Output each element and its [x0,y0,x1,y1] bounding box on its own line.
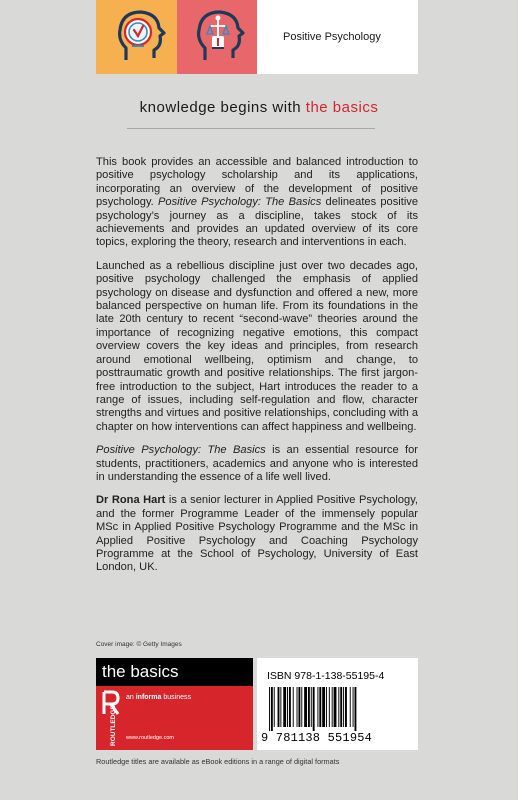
author-bio [96,494,418,574]
barcode-bar [317,687,318,727]
head-clock-icon [96,0,177,74]
barcode-bar [287,687,288,727]
barcode-bar [338,687,339,727]
author-bio-text: is a senior lecturer in Applied Positive Psychology, and the former Programme Leader of the immensely popular MSc in Applied Positive Psychology Programme and the MSc in Applied Positive Psychology and Coaching Psychology Programme at the School of Psychology, University of East London, UK. [96,494,418,574]
barcode [267,687,413,731]
barcode-bar [322,687,325,727]
barcode-bar [311,687,312,727]
barcode-bar [329,687,330,727]
barcode-bar [353,687,354,727]
isbn-label: ISBN 978-1-138-55195-4 [267,670,385,682]
routledge-logo-icon [100,690,122,746]
imprint-prefix: an [126,694,136,701]
barcode-bar [269,687,270,731]
barcode-bar [280,687,281,727]
barcode-bar [340,687,342,727]
barcode-bar [345,687,347,727]
barcode-bar [304,687,307,727]
routledge-wordmark: ROUTLEDGE [110,705,117,746]
barcode-bar [271,687,273,731]
blurb-paragraph-3 [96,444,418,484]
series-label: Positive Psychology [283,31,381,43]
divider [127,128,375,129]
blurb-text: is an essential resource for students, practitioners, academics and anyone who is interested in understanding the essence of a life well lived. [96,444,418,483]
barcode-bar [297,687,298,727]
barcode-bar [355,687,357,731]
imprint-suffix: business [161,694,191,701]
book-title-italic: Positive Psychology: The Basics [158,196,322,209]
publisher-url: www.routledge.com [126,735,174,741]
barcode-bar [332,687,333,727]
barcode-bar [313,687,315,731]
ebook-note: Routledge titles are available as eBook editions in a range of digital formats [96,757,340,766]
head-scales-icon [177,0,257,74]
barcode-number: 9 781138 551954 [261,731,373,745]
author-name: Dr Rona Hart [96,494,166,507]
cover-credit: Cover image: © Getty Images [96,641,182,648]
imprint-line [126,694,191,701]
series-title-tile [257,0,418,74]
barcode-bar [293,687,294,727]
blurb-paragraph-2: Launched as a rebellious discipline just over two decades ago, positive psychology challenged the emphasis of applied psychology on disease and dysfunction and offered a new, more balanced perspective on human life. From its foundations in the late 20th century to recent “second-wave” theories around the importance of recognizing negative emotions, this compact overview covers the key ideas and principles, from research around emotional wellbeing, optimism and change, to posttraumatic growth and positive relationships. The first jargon-free introduction to the subject, Hart introduces the reader to a range of issues, including self-regulation and flow, character strengths and virtues and positive relationships, concluding with a chapter on how interventions can affect happiness and wellbeing. [96,259,418,433]
series-name: the basics [96,658,253,686]
barcode-bar [343,687,344,727]
red-header-tile [177,0,257,74]
barcode-bar [326,687,327,727]
imprint-bold: informa [135,694,162,701]
blurb-text: This book provides an accessible and balanced introduction to positive psychology scholarship and its applications, incorporating an overview of the development of positive psychology. [96,156,418,209]
tagline-accent: the basics [305,99,379,116]
isbn-box [257,658,418,750]
blurb-text: delineates positive psychology’s journey as a discipline, takes stock of its achievements and provides an updated overview of its core topics, exploring the theory, research and interventions in each. [96,196,419,249]
tagline-lead: knowledge begins with [139,99,306,116]
series-branding-box [96,658,253,750]
blurb-paragraph-1 [96,156,418,250]
barcode-bar [298,687,300,727]
book-title-italic: Positive Psychology: The Basics [96,444,266,457]
barcode-bar [319,687,321,727]
barcode-bar [278,687,280,727]
barcode-bar [308,687,310,727]
barcode-bar [283,687,286,727]
barcode-bar [301,687,302,727]
barcode-bar [289,687,291,727]
barcode-bar [334,687,337,727]
orange-header-tile [96,0,177,74]
barcode-bar [274,687,275,727]
blurb [96,156,418,585]
tagline [0,99,518,116]
barcode-bar [350,687,351,727]
